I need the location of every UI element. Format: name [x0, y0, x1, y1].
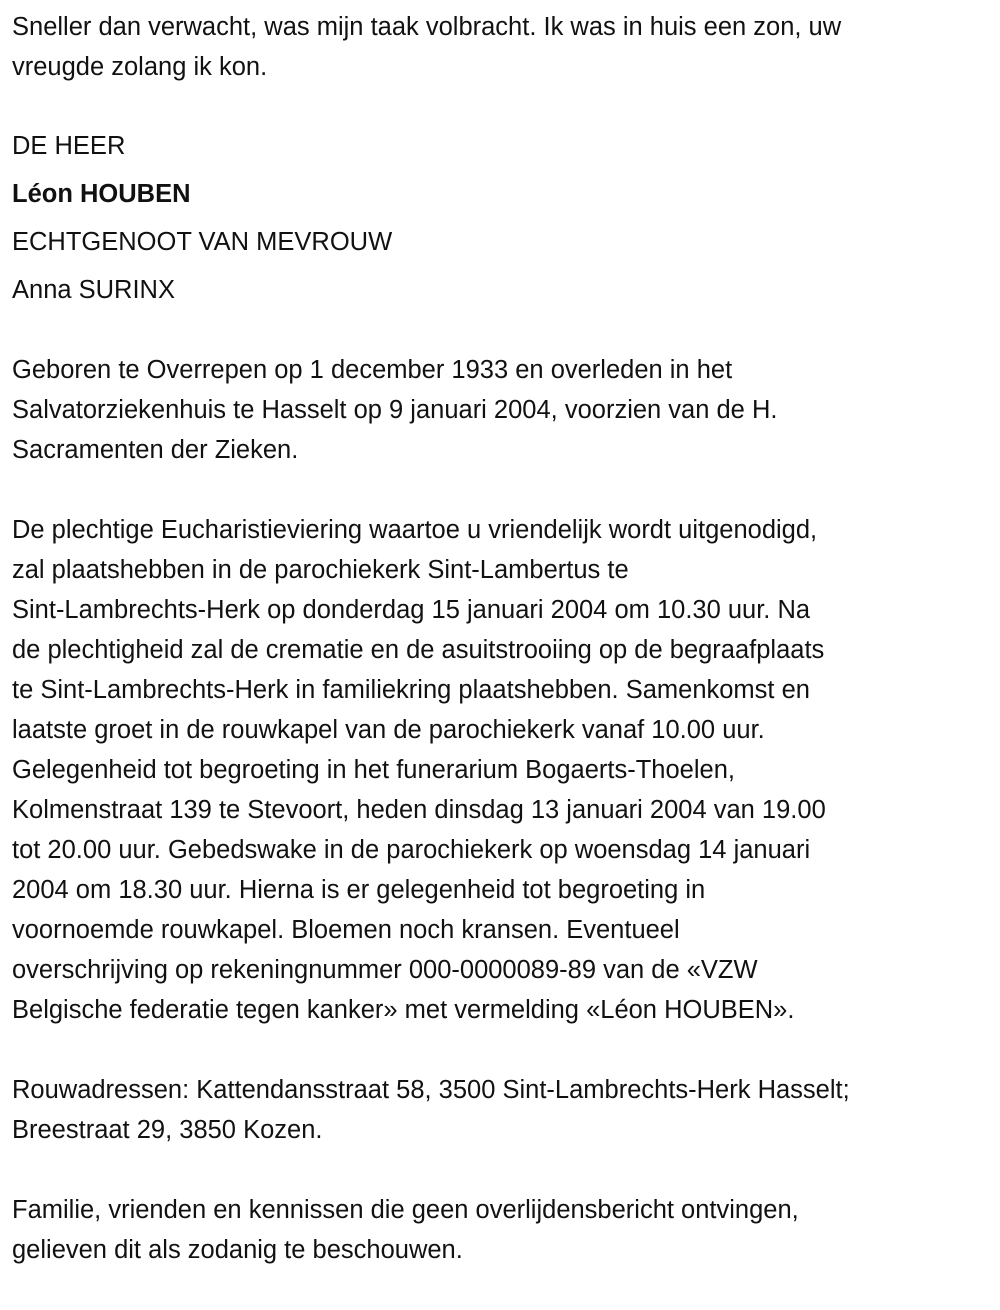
text-line: laatste groet in de rouwkapel van de parochiekerk vanaf 10.00 uur.	[12, 716, 765, 744]
text-line: De plechtige Eucharistieviering waartoe u vriendelijk wordt uitgenodigd,	[12, 516, 818, 544]
text-line: tot 20.00 uur. Gebedswake in de parochiekerk op woensdag 14 januari	[12, 836, 811, 864]
text-line: Sacramenten der Zieken.	[12, 436, 299, 464]
birth-death-paragraph	[12, 350, 1000, 470]
text-line: Salvatorziekenhuis te Hasselt op 9 januari 2004, voorzien van de H.	[12, 396, 778, 424]
relation: ECHTGENOOT VAN MEVROUW	[12, 228, 393, 256]
spouse-name: Anna SURINX	[12, 276, 175, 304]
text-line: Kolmenstraat 139 te Stevoort, heden dinsdag 13 januari 2004 van 19.00	[12, 796, 826, 824]
text-line: Familie, vrienden en kennissen die geen overlijdensbericht ontvingen,	[12, 1196, 799, 1224]
text-line: 2004 om 18.30 uur. Hierna is er gelegenheid tot begroeting in	[12, 876, 706, 904]
deceased-header	[12, 122, 1000, 314]
text-line: Breestraat 29, 3850 Kozen.	[12, 1116, 323, 1144]
text-line: te Sint-Lambrechts-Herk in familiekring plaatshebben. Samenkomst en	[12, 676, 810, 704]
text-line: Sint-Lambrechts-Herk op donderdag 15 januari 2004 om 10.30 uur. Na	[12, 596, 811, 624]
obituary-document	[12, 7, 1000, 1310]
title: DE HEER	[12, 132, 126, 160]
text-line: gelieven dit als zodanig te beschouwen.	[12, 1236, 463, 1264]
text-line: zal plaatshebben in de parochiekerk Sint-Lambertus te	[12, 556, 629, 584]
addresses-paragraph	[12, 1070, 1000, 1150]
text-line: Sneller dan verwacht, was mijn taak volbracht. Ik was in huis een zon, uw	[12, 13, 842, 41]
text-line: Belgische federatie tegen kanker» met vermelding «Léon HOUBEN».	[12, 996, 795, 1024]
closing-paragraph	[12, 1190, 1000, 1270]
text-line: vreugde zolang ik kon.	[12, 53, 268, 81]
text-line: Geboren te Overrepen op 1 december 1933 en overleden in het	[12, 356, 733, 384]
text-line: de plechtigheid zal de crematie en de asuitstrooiing op de begraafplaats	[12, 636, 825, 664]
text-line: Rouwadressen: Kattendansstraat 58, 3500 Sint-Lambrechts-Herk Hasselt;	[12, 1076, 850, 1104]
text-line: Gelegenheid tot begroeting in het funerarium Bogaerts-Thoelen,	[12, 756, 735, 784]
text-line: voornoemde rouwkapel. Bloemen noch kransen. Eventueel	[12, 916, 680, 944]
ceremony-paragraph	[12, 510, 1000, 1030]
text-line: overschrijving op rekeningnummer 000-0000089-89 van de «VZW	[12, 956, 758, 984]
deceased-name: Léon HOUBEN	[12, 180, 191, 208]
intro-paragraph	[12, 7, 1000, 87]
